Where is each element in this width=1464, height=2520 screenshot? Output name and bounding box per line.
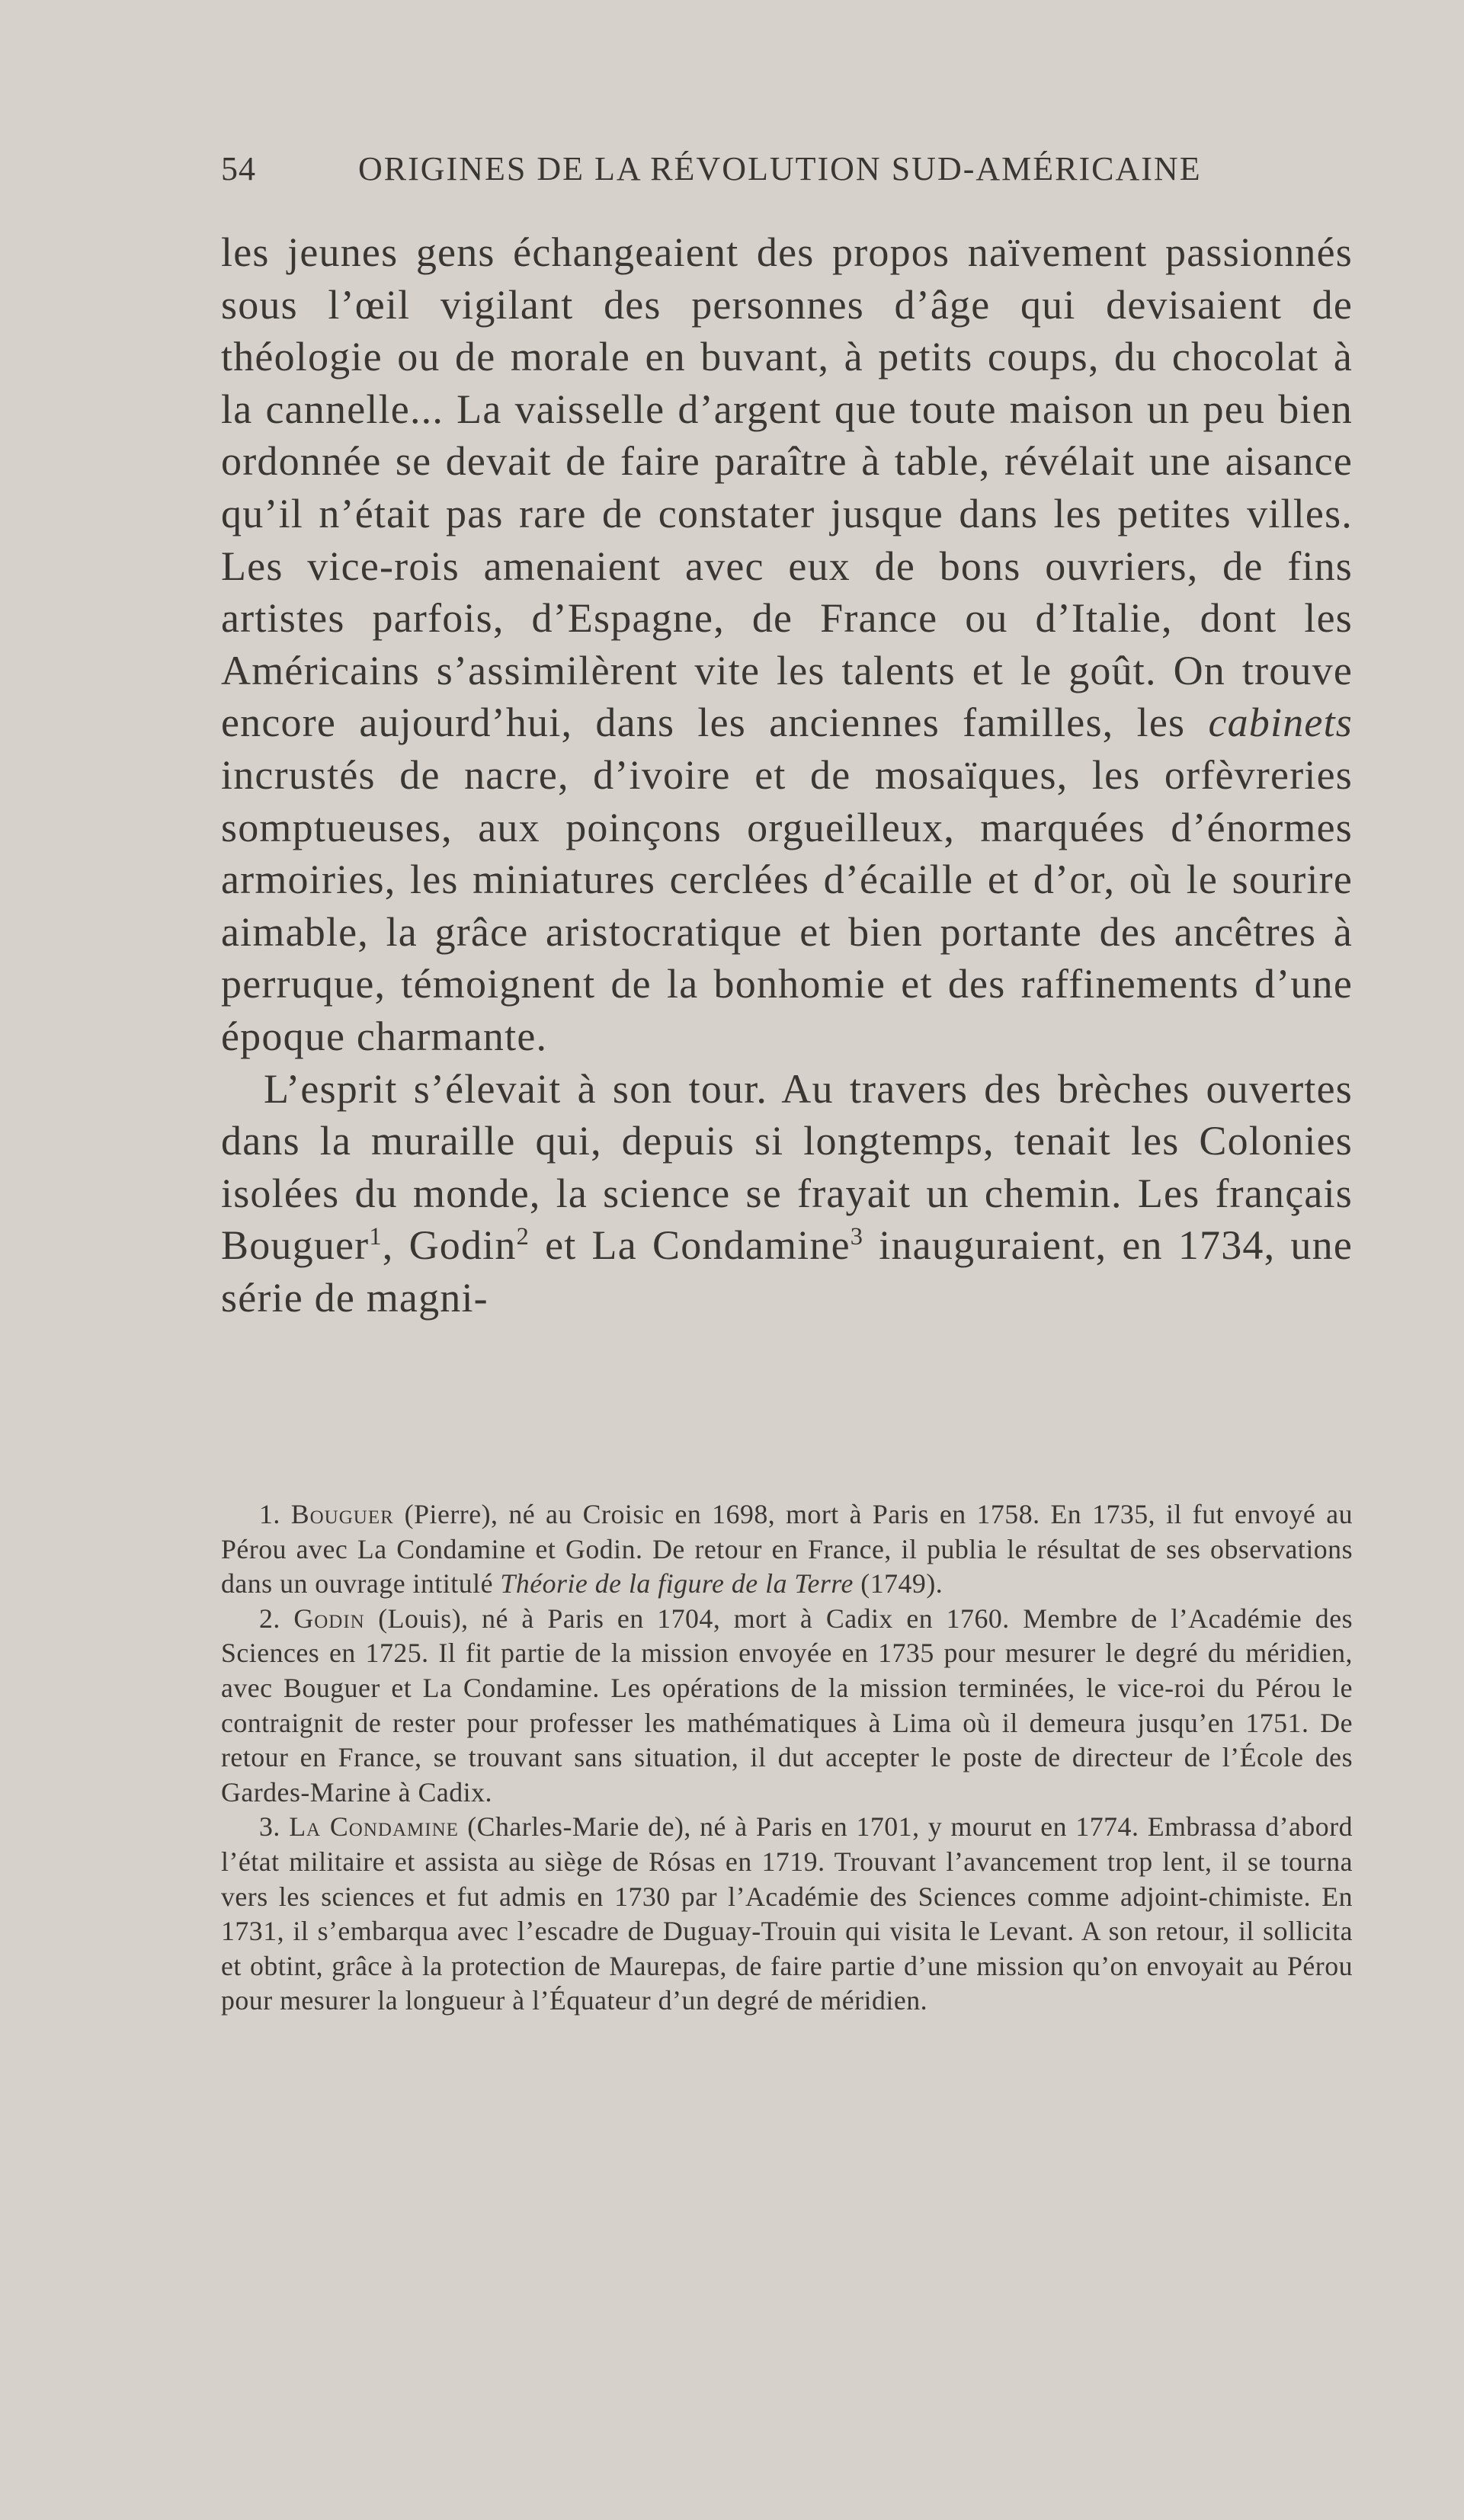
footnote-2 <box>221 1602 1353 1811</box>
p1-text-b: incrustés de nacre, d’ivoire et de mosaïques, les orfèvreries somptueuses, aux poinçons orgueilleux, marquées d’énormes armoiries, les miniatures cerclées d’écaille et d’or, où le sourire aimable, la grâce aristocratique et bien portante des ancêtres à perruque, témoignent de la bonhomie et des raffinements d’une époque charmante. <box>221 751 1353 1059</box>
running-title: ORIGINES DE LA RÉVOLUTION SUD-AMÉRICAINE <box>358 150 1202 187</box>
p2-text-b: , Godin <box>382 1222 517 1269</box>
paragraph-1 <box>221 226 1353 1063</box>
footnote-number: 2. <box>259 1603 280 1634</box>
running-header <box>221 149 1273 188</box>
footnote-text: (Pierre), né au Croisic en 1698, mort à Paris en 1758. En 1735, il fut envoyé au Pérou avec La Condamine et Godin. De retour en France, il publia le résultat de ses observations dans un ouvrage intitulé <box>221 1499 1353 1599</box>
footnote-number: 1. <box>259 1499 280 1529</box>
p2-text-a: L’esprit s’élevait à son tour. Au travers des brèches ouvertes dans la muraille qui, depuis si longtemps, tenait les Colonies isolées du monde, la science se frayait un chemin. Les français Bouguer <box>221 1065 1353 1269</box>
p1-text-a: les jeunes gens échangeaient des propos naïvement passionnés sous l’œil vigilant des personnes d’âge qui devisaient de théologie ou de morale en buvant, à petits coups, du chocolat à la cannelle... La vaisselle d’argent que toute maison un peu bien ordonnée se devait de faire paraître à table, révélait une aisance qu’il n’était pas rare de constater jusque dans les petites villes. Les vice-rois amenaient avec eux de bons ouvriers, de fins artistes parfois, d’Espagne, de France ou d’Italie, dont les Américains s’assimilèrent vite les talents et le goût. On trouve encore aujourd’hui, dans les anciennes familles, les <box>221 229 1353 746</box>
footnote-ref-2: 2 <box>516 1223 530 1251</box>
p1-italic-term: cabinets <box>1208 700 1353 746</box>
page-number: 54 <box>221 150 256 187</box>
paragraph-2 <box>221 1063 1353 1324</box>
footnote-3 <box>221 1810 1353 2019</box>
footnote-ref-3: 3 <box>850 1223 864 1251</box>
footnote-name: La Condamine <box>289 1811 459 1843</box>
footnote-1 <box>221 1497 1353 1602</box>
p2-text-c: et La Condamine <box>529 1222 851 1269</box>
p2-text-d: inauguraient, en 1734, une série de magni- <box>221 1222 1353 1321</box>
main-text <box>221 226 1353 1324</box>
footnote-number: 3. <box>259 1811 280 1843</box>
footnote-name: Godin <box>293 1603 365 1634</box>
footnote-name: Bouguer <box>290 1499 394 1529</box>
footnote-text-end: (1749). <box>853 1568 943 1599</box>
footnote-text: (Charles-Marie de), né à Paris en 1701, y mourut en 1774. Embrassa d’abord l’état militaire et assista au siège de Rósas en 1719. Trouvant l’avancement trop lent, il se tourna vers les sciences et fut admis en 1730 par l’Académie des Sciences comme adjoint-chimiste. En 1731, il s’embarqua avec l’escadre de Duguay-Trouin qui visita le Levant. A son retour, il sollicita et obtint, grâce à la protection de Maurepas, de faire partie d’une mission qu’on envoyait au Pérou pour mesurer la longueur à l’Équateur d’un degré de méridien. <box>221 1811 1353 2016</box>
footnote-text: (Louis), né à Paris en 1704, mort à Cadix en 1760. Membre de l’Académie des Sciences en 1725. Il fit partie de la mission envoyée en 1735 pour mesurer le degré du méridien, avec Bouguer et La Condamine. Les opérations de la mission terminées, le vice-roi du Pérou le contraignit de rester pour professer les mathématiques à Lima où il demeura jusqu’en 1751. De retour en France, se trouvant sans situation, il dut accepter le poste de directeur de l’École des Gardes-Marine à Cadix. <box>221 1603 1353 1808</box>
footnotes <box>221 1497 1353 2019</box>
footnote-ref-1: 1 <box>369 1223 383 1251</box>
footnote-italic: Théorie de la figure de la Terre <box>500 1568 854 1599</box>
